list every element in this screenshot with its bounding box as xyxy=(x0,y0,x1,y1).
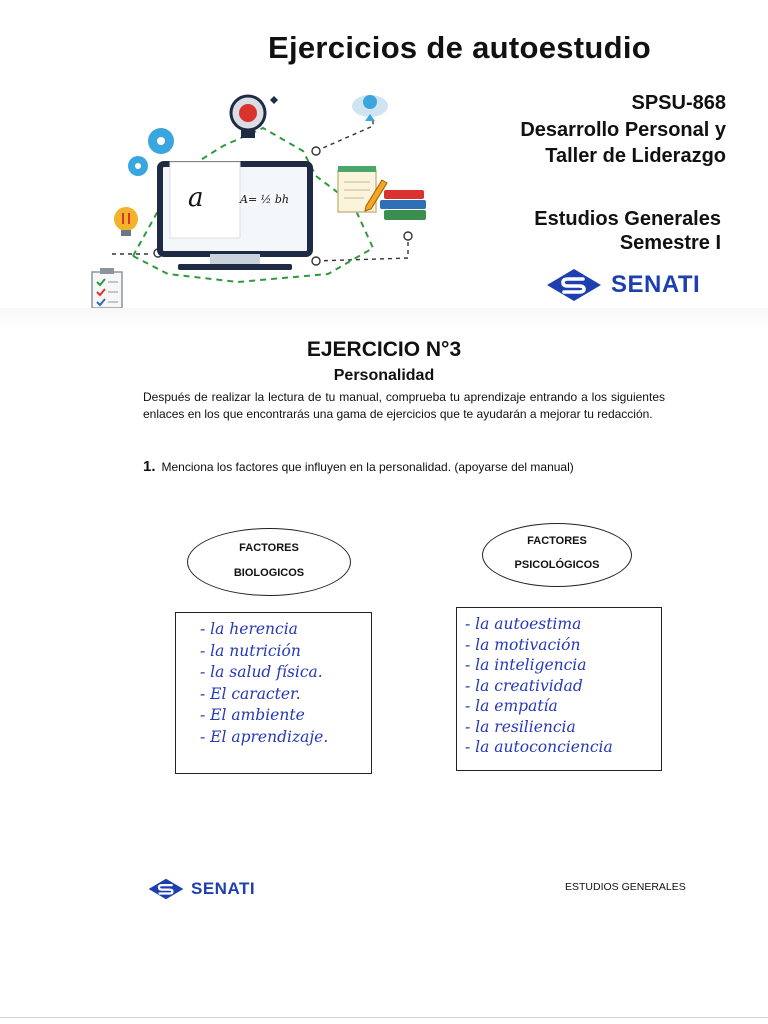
psychological-answer: - la resiliencia xyxy=(465,717,576,736)
notepad-pencil-icon xyxy=(338,166,387,212)
department-name: Estudios Generales xyxy=(534,208,721,230)
formula-area: A= ½ bh xyxy=(240,193,289,206)
connector-node-icon xyxy=(312,147,320,155)
page-edge-line xyxy=(0,1017,768,1018)
senati-logo-text: SENATI xyxy=(611,271,701,298)
biological-answer: - la salud física. xyxy=(200,663,323,681)
monitor-icon xyxy=(160,162,310,270)
page-title: Ejercicios de autoestudio xyxy=(268,30,652,65)
question-1 xyxy=(143,458,574,475)
formula-a: a xyxy=(188,183,204,213)
psychological-answer: - la empatía xyxy=(465,697,558,715)
psychological-label-line-2: PSICOLÓGICOS xyxy=(514,559,600,571)
connector-node-icon xyxy=(404,232,412,240)
biological-factors-label xyxy=(187,528,351,596)
semester-label: Semestre I xyxy=(619,232,721,254)
course-name-line-2: Taller de Liderazgo xyxy=(545,145,726,167)
course-code: SPSU-868 xyxy=(631,92,726,114)
biological-answer: - la herencia xyxy=(200,620,298,638)
info-cloud-icon xyxy=(352,95,388,121)
biological-label-line-1: FACTORES xyxy=(239,542,299,554)
exercise-title: EJERCICIO N°3 xyxy=(306,338,462,361)
psychological-factors-label xyxy=(482,523,632,587)
connector-node-icon xyxy=(312,257,320,265)
header-divider xyxy=(0,308,768,328)
biological-factors-answer-box xyxy=(175,612,372,774)
biological-label-line-2: BIOLOGICOS xyxy=(233,567,305,579)
exercise-intro: Después de realizar la lectura de tu manual, comprueba tu aprendizaje entrando a los siguientes enlaces en los que encontrarás una gama de ejercicios que te ayudarán a mejorar tu redacción. xyxy=(143,390,665,421)
checklist-icon xyxy=(92,268,122,308)
course-name-line-1: Desarrollo Personal y xyxy=(520,119,726,141)
senati-logo-icon xyxy=(148,877,184,901)
books-icon xyxy=(380,190,426,220)
psychological-answer: - la creatividad xyxy=(465,676,583,695)
psychological-label-line-1: FACTORES xyxy=(527,535,587,547)
exercise-subtitle: Personalidad xyxy=(333,367,435,384)
header-illustration xyxy=(88,86,440,312)
footer-logo-text: SENATI xyxy=(191,879,256,898)
lightbulb-icon xyxy=(114,207,138,236)
senati-logo-icon xyxy=(546,268,602,302)
footer-senati-logo xyxy=(148,877,255,901)
psychological-answer: - la motivación xyxy=(465,635,581,654)
psychological-answer: - la autoconciencia xyxy=(465,738,613,756)
footer-department: ESTUDIOS GENERALES xyxy=(565,881,686,893)
question-number: 1. xyxy=(143,458,156,475)
biological-answer: - El ambiente xyxy=(200,706,305,724)
biological-answer: - El caracter. xyxy=(200,684,301,703)
question-text: Menciona los factores que influyen en la personalidad. (apoyarse del manual) xyxy=(161,460,574,474)
biological-answer: - la nutrición xyxy=(200,641,301,660)
senati-logo xyxy=(546,268,700,302)
psychological-answer: - la inteligencia xyxy=(465,656,587,674)
biological-answer: - El aprendizaje. xyxy=(200,727,329,746)
psychological-factors-answer-box xyxy=(456,607,662,771)
psychological-answer: - la autoestima xyxy=(465,615,582,633)
